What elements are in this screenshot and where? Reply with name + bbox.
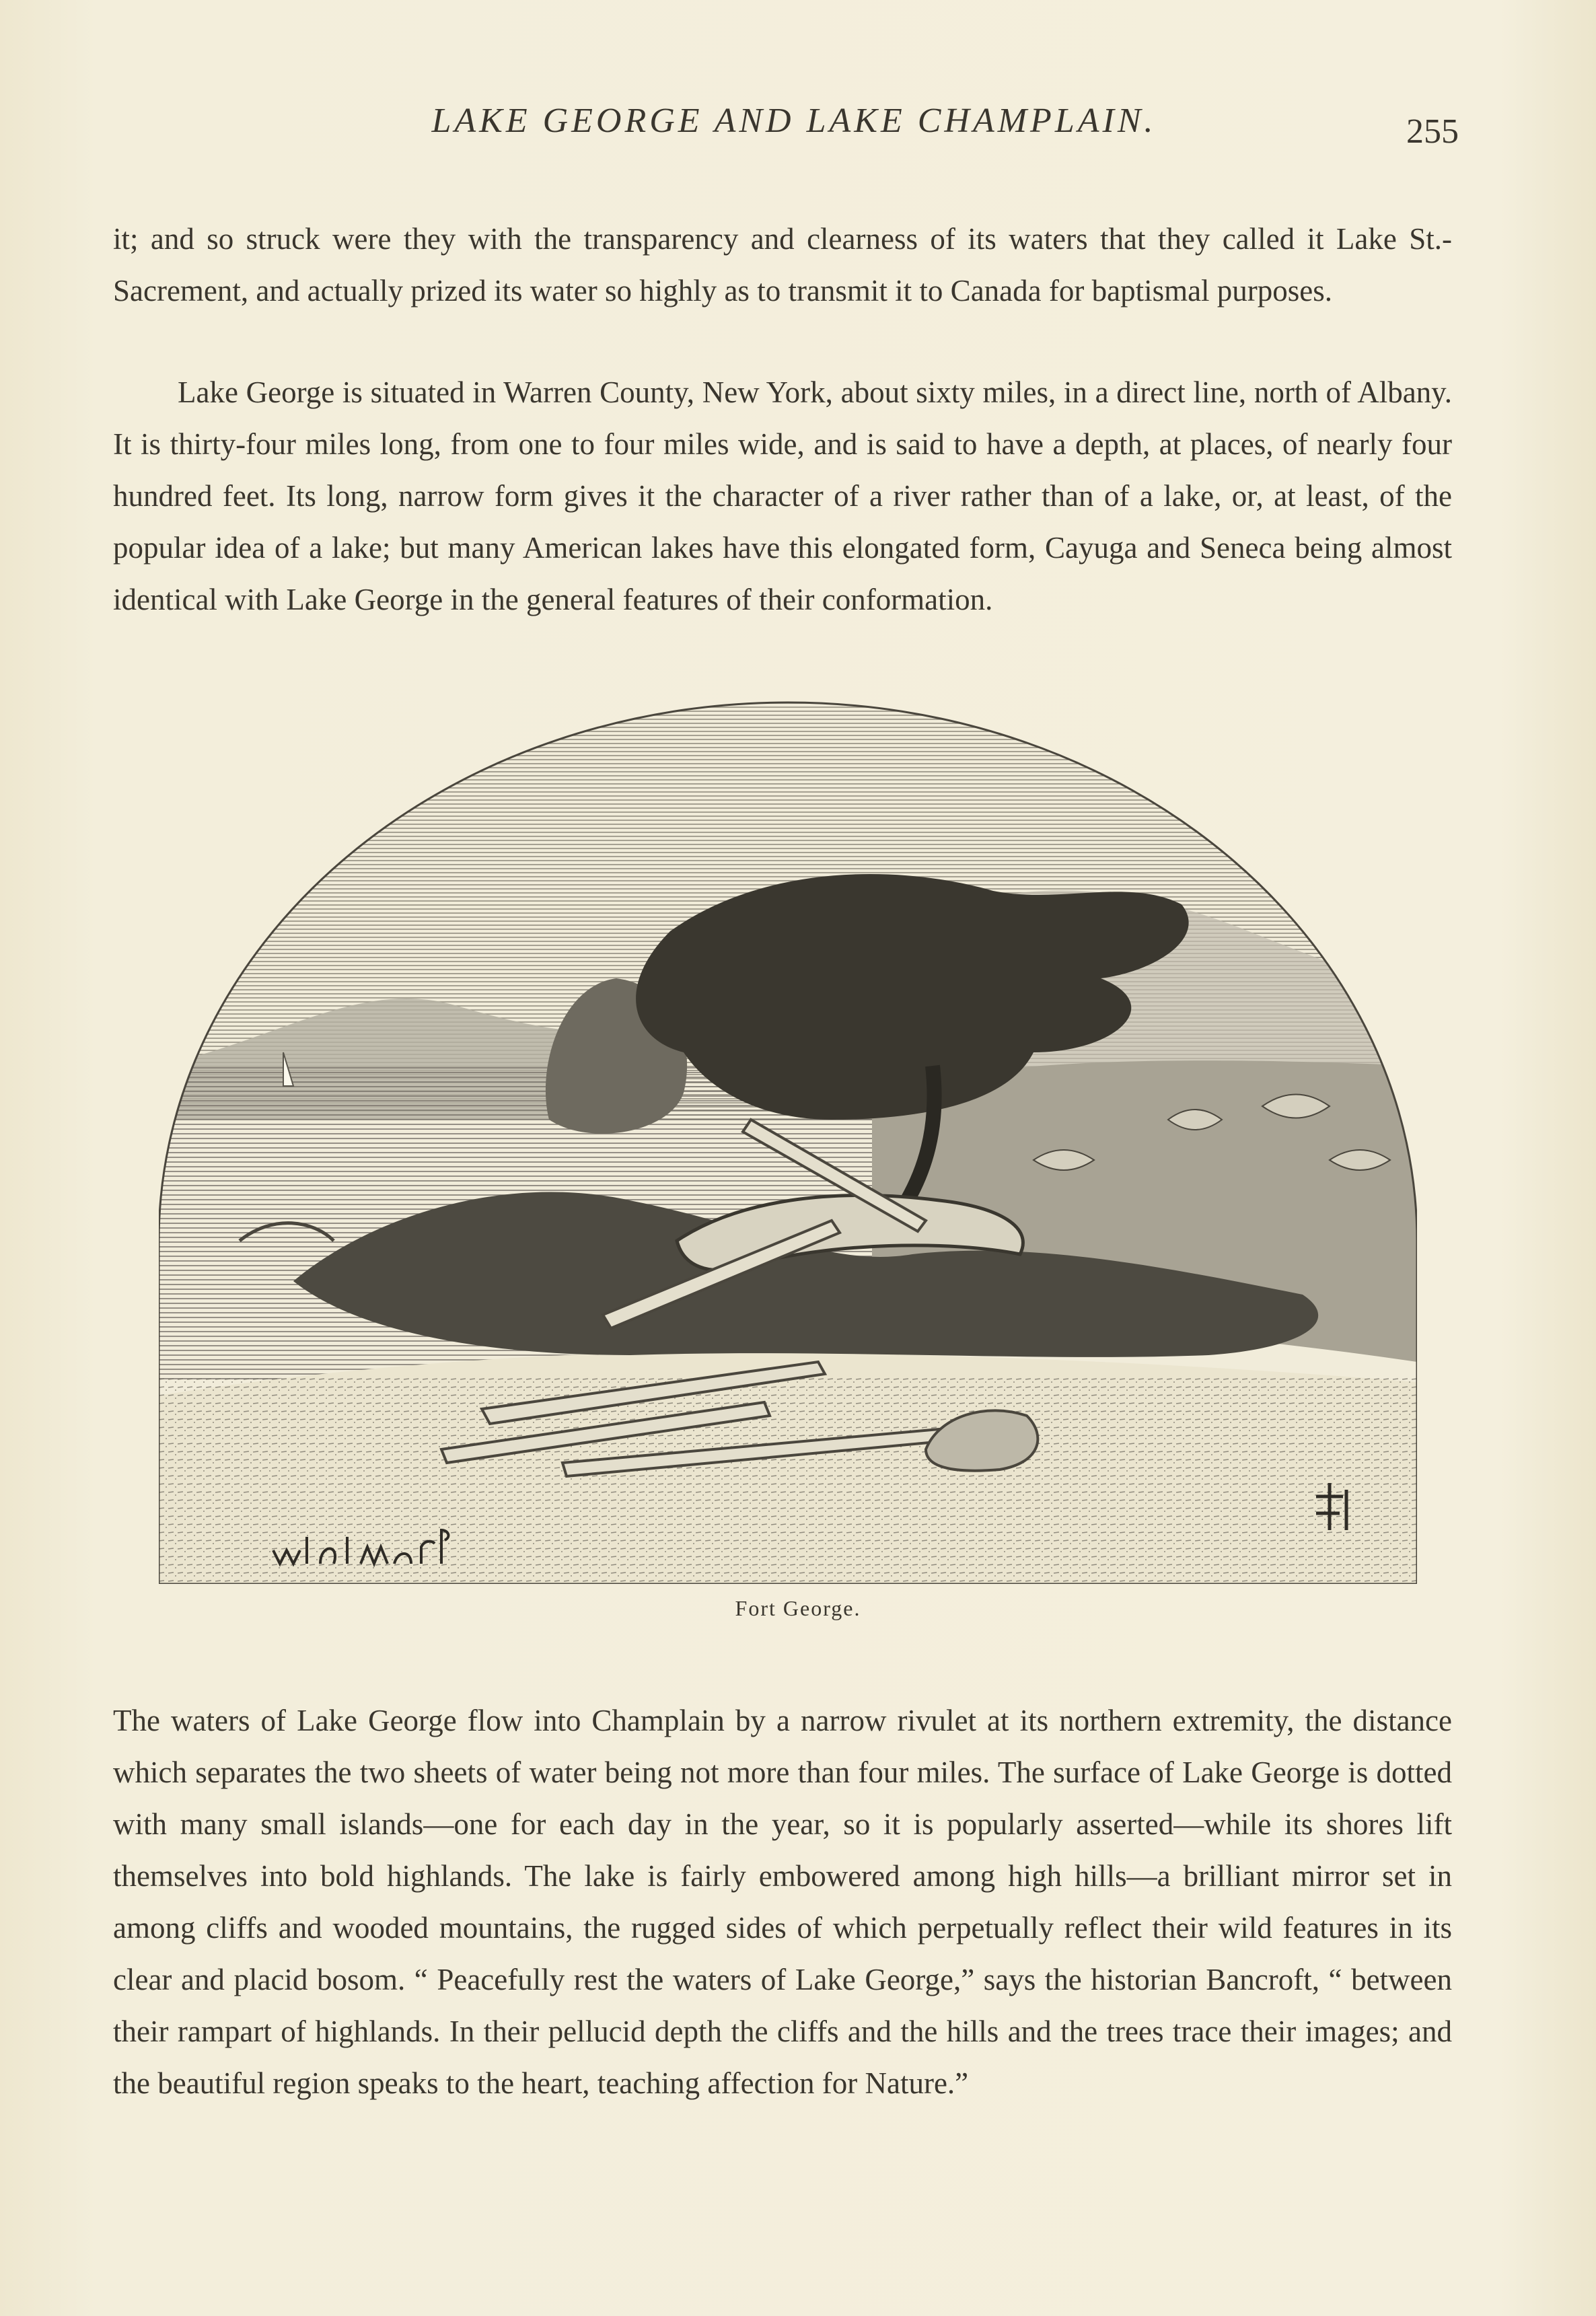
- paragraph-waters-of-lake-george: The waters of Lake George flow into Champlain by a narrow rivulet at its northern extremity, the distance which separates the two sheets of water being not more than four miles. The surface of Lake George is dotted with many small islands—one for each day in the year, so it is popularly asserted—while its shores lift themselves into bold highlands. The lake is fairly embowered among high hills—a brilliant mirror set in among cliffs and wooded mountains, the rugged sides of which perpetually reflect their wild features in its clear and placid bosom. “ Peacefully rest the waters of Lake George,” says the historian Bancroft, “ between their rampart of highlands. In their pellucid depth the cliffs and the hills and the trees trace their images; and the beautiful region speaks to the heart, teaching affection for Nature.”: [113, 1704, 1452, 2100]
- engraving-fort-george: [159, 689, 1417, 1584]
- running-head: LAKE GEORGE AND LAKE CHAMPLAIN.: [431, 102, 1157, 140]
- paragraph-continued: it; and so struck were they with the transparency and clearness of its waters that they called it Lake St.-Sacrement, and actually prized its water so highly as to transmit it to Canada for baptismal purposes.: [113, 222, 1452, 307]
- paragraph-lake-george-location: Lake George is situated in Warren County, New York, about sixty miles, in a direct line, north of Albany. It is thirty-four miles long, from one to four miles wide, and is said to have a depth, at places, of nearly four hundred feet. Its long, narrow form gives it the character of a river rather than of a lake, or, at least, of the popular idea of a lake; but many American lakes have this elongated form, Cayuga and Seneca being almost identical with Lake George in the general features of their conformation.: [113, 375, 1452, 616]
- figure-caption: Fort George.: [735, 1596, 861, 1620]
- page-number: 255: [1406, 112, 1459, 151]
